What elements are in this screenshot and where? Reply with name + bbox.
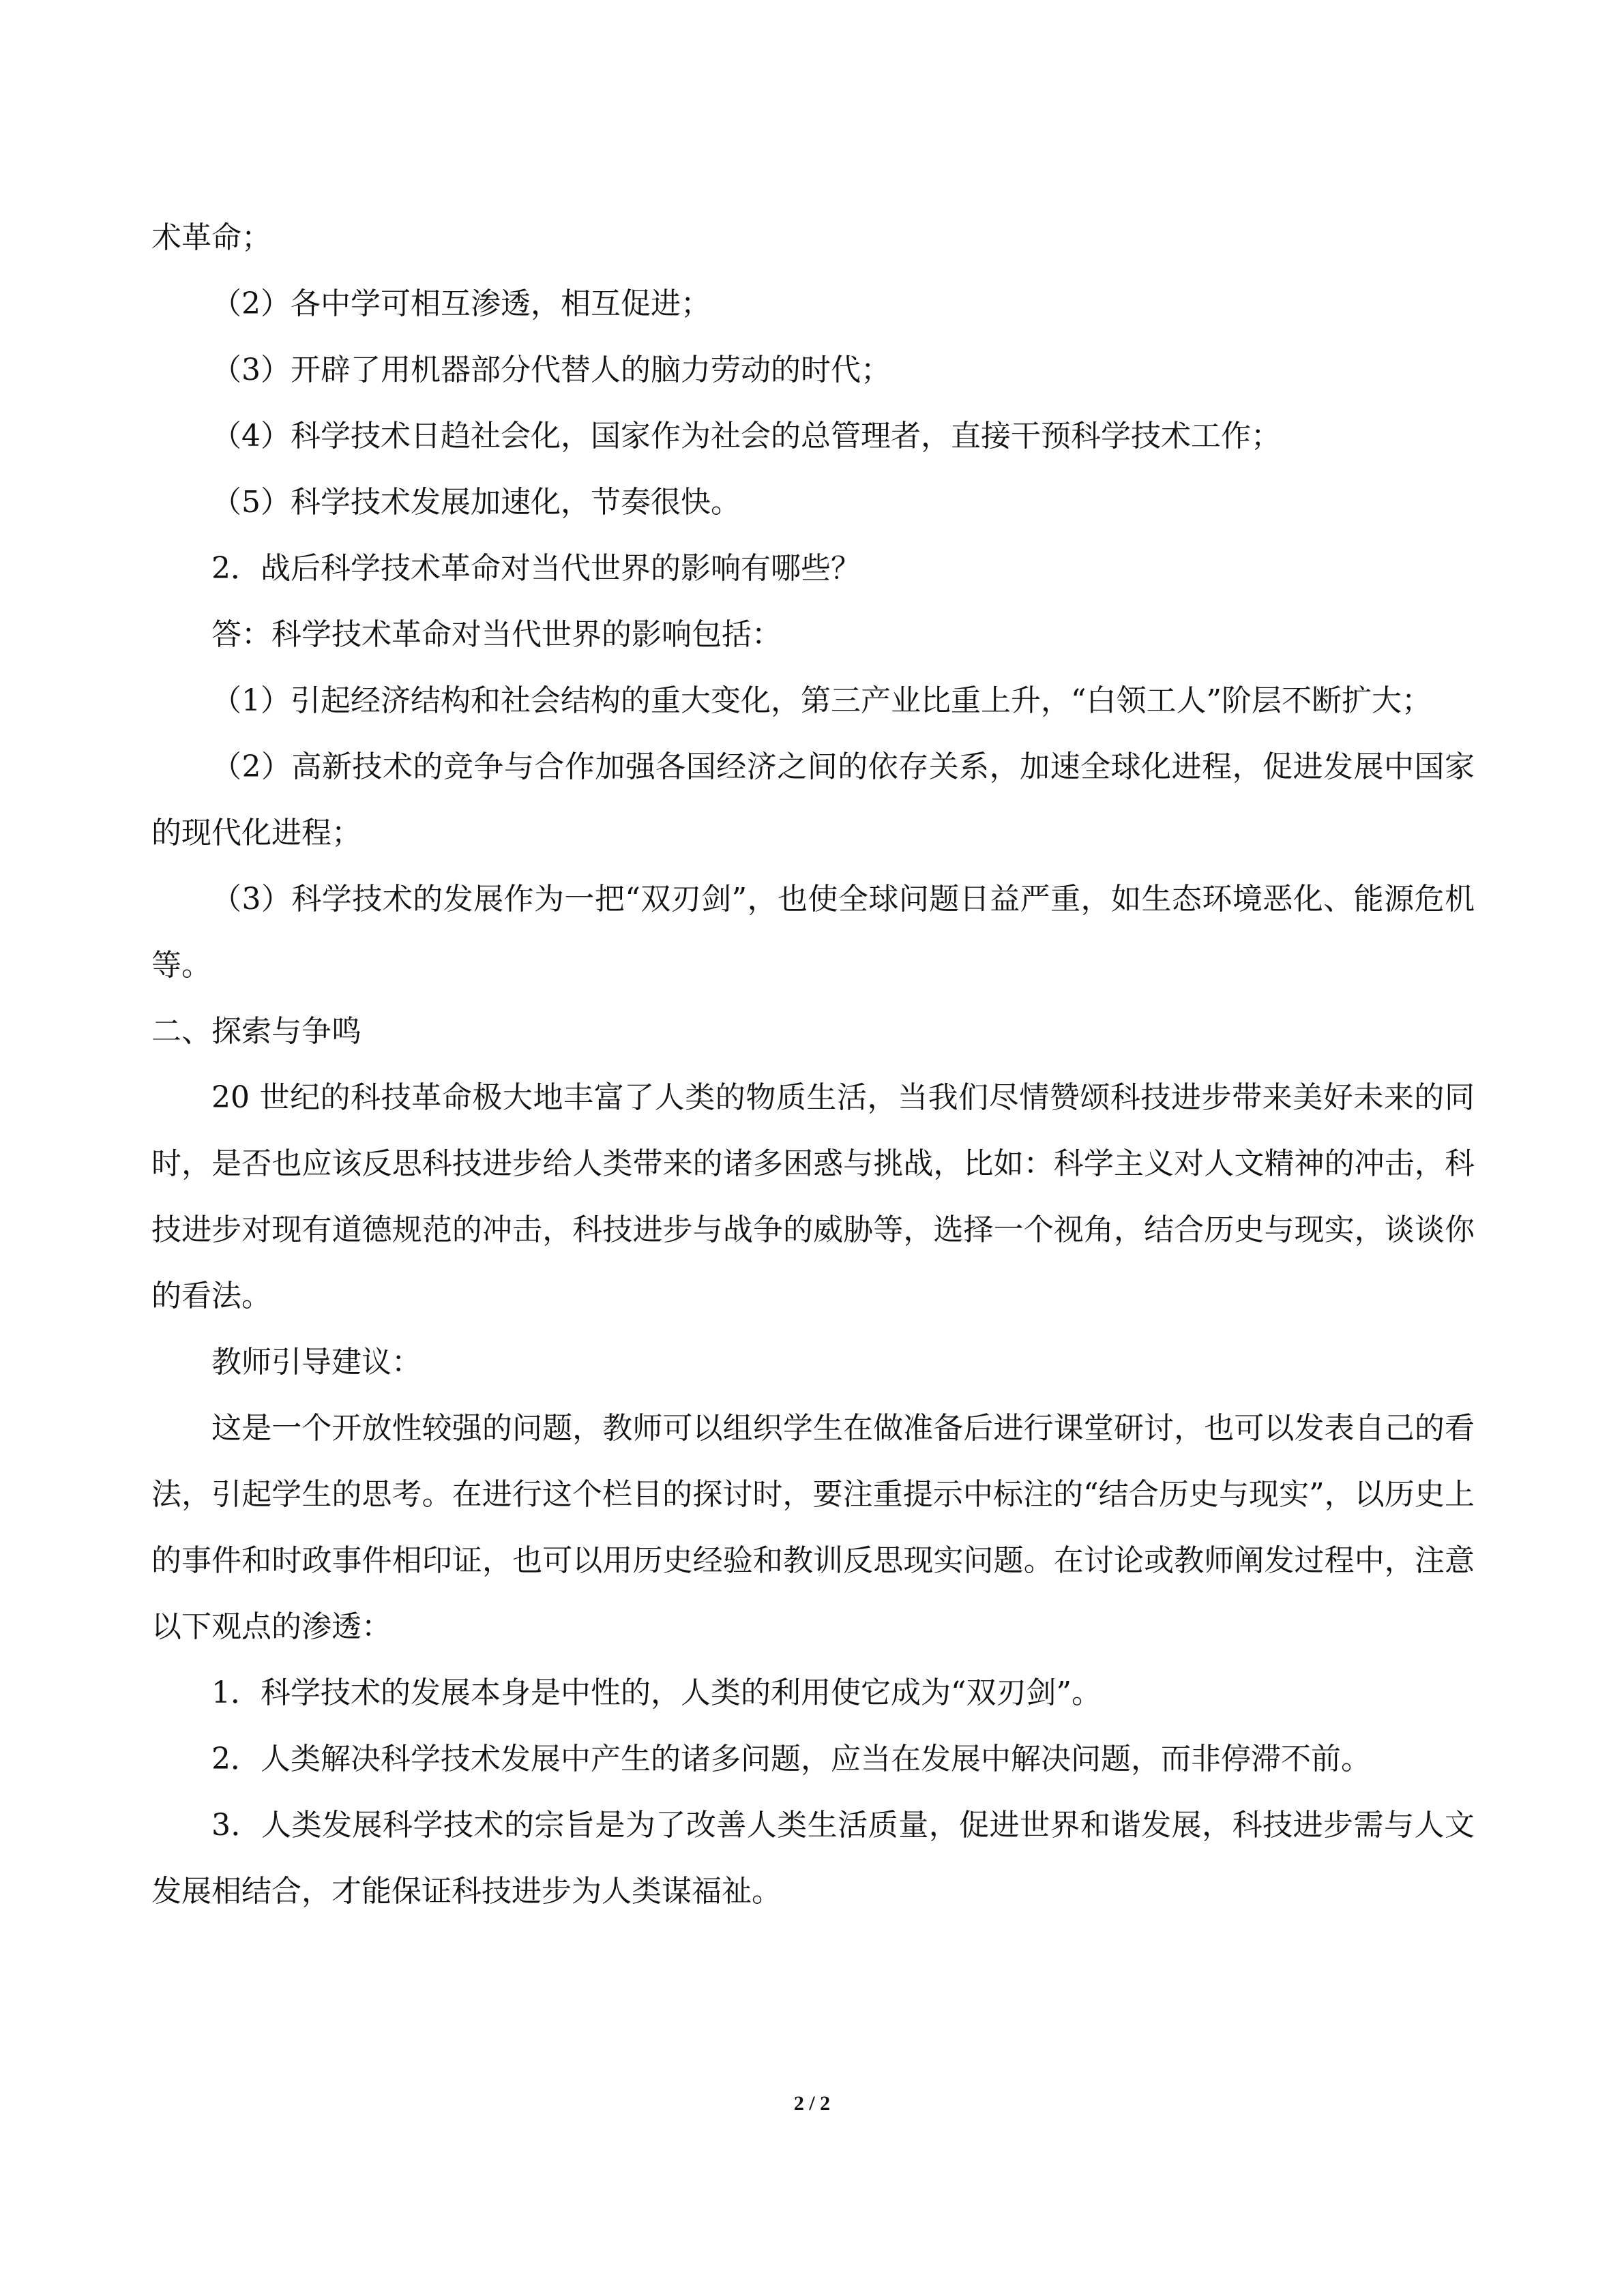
paragraph: （2）高新技术的竞争与合作加强各国经济之间的依存关系，加速全球化进程，促进发展中国家的现代化进程；	[151, 749, 1475, 850]
paragraph: 20 世纪的科技革命极大地丰富了人类的物质生活，当我们尽情赞颂科技进步带来美好未来的同时，是否也应该反思科技进步给人类带来的诸多困惑与挑战，比如：科学主义对人文精神的冲击，科技进步对现有道德规范的冲击，科技进步与战争的威胁等，选择一个视角，结合历史与现实，谈谈你的看法。	[151, 1080, 1475, 1313]
paragraph: （2）各中学可相互渗透，相互促进；	[211, 286, 711, 321]
paragraph: （3）开辟了用机器部分代替人的脑力劳动的时代；	[211, 353, 891, 387]
subheading: 教师引导建议：	[211, 1345, 422, 1380]
paragraph: （5）科学技术发展加速化，节奏很快。	[211, 485, 741, 520]
paragraph: 术革命；	[151, 220, 271, 255]
paragraph: （3）科学技术的发展作为一把“双刃剑”，也使全球问题日益严重，如生态环境恶化、能源危机等。	[151, 882, 1475, 983]
paragraph: 这是一个开放性较强的问题，教师可以组织学生在做准备后进行课堂研讨，也可以发表自己的看法，引起学生的思考。在进行这个栏目的探讨时，要注重提示中标注的“结合历史与现实”，以历史上的事件和时政事件相印证，也可以用历史经验和教训反思现实问题。在讨论或教师阐发过程中，注意以下观点的渗透：	[151, 1411, 1475, 1644]
page-number: 2 / 2	[793, 2092, 831, 2115]
list-item: 3．人类发展科学技术的宗旨是为了改善人类生活质量，促进世界和谐发展，科技进步需与人文发展相结合，才能保证科技进步为人类谋福祉。	[151, 1808, 1475, 1909]
answer-intro: 答：科学技术革命对当代世界的影响包括：	[211, 617, 782, 652]
document-body	[151, 205, 1475, 1924]
list-item: 2．人类解决科学技术发展中产生的诸多问题，应当在发展中解决问题，而非停滞不前。	[211, 1742, 1371, 1776]
section-heading: 二、探索与争鸣	[151, 1014, 361, 1049]
paragraph: （4）科学技术日趋社会化，国家作为社会的总管理者，直接干预科学技术工作；	[211, 419, 1281, 453]
question-heading: 2．战后科学技术革命对当代世界的影响有哪些？	[211, 551, 861, 586]
paragraph: （1）引起经济结构和社会结构的重大变化，第三产业比重上升，“白领工人”阶层不断扩大；	[211, 683, 1432, 718]
list-item: 1．科学技术的发展本身是中性的，人类的利用使它成为“双刃剑”。	[211, 1675, 1102, 1710]
